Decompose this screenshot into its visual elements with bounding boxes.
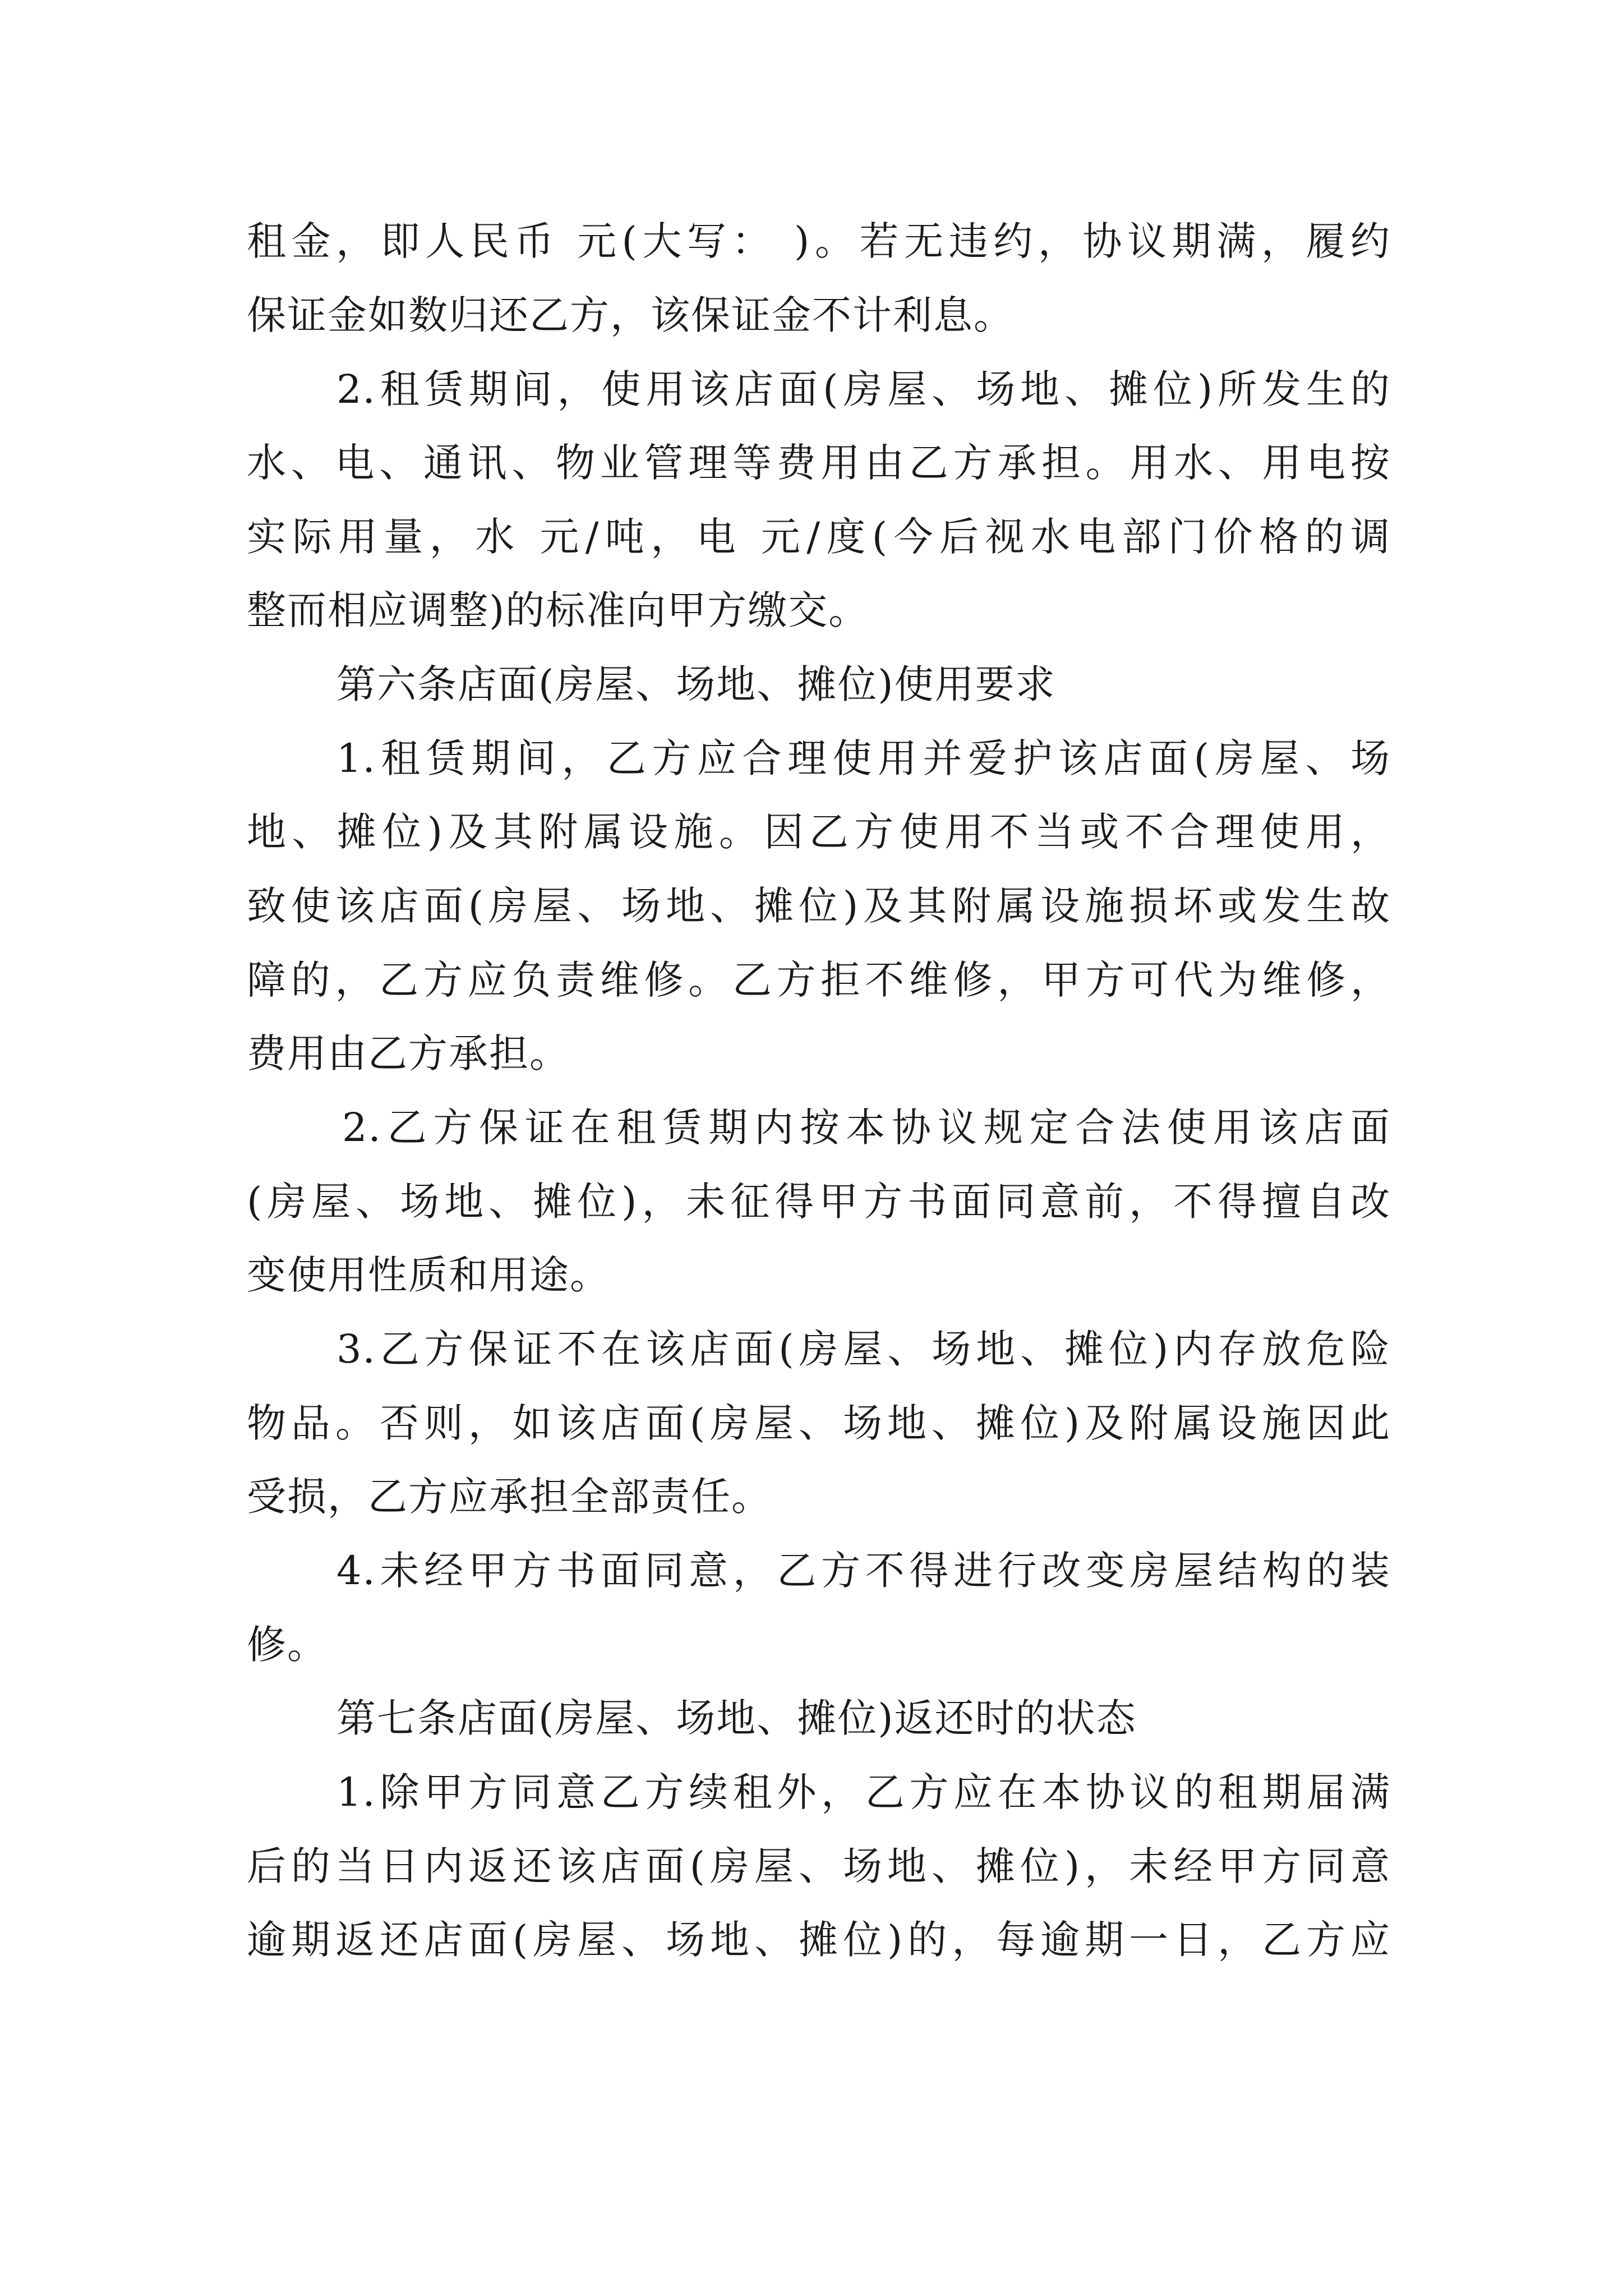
text-line: 障的，乙方应负责维修。乙方拒不维修，甲方可代为维修， [247, 957, 1391, 1003]
text-line: 地、摊位)及其附属设施。因乙方使用不当或不合理使用， [247, 809, 1391, 855]
text-line: 1.除甲方同意乙方续租外，乙方应在本协议的租期届满 [336, 1769, 1391, 1815]
section-heading: 第六条店面(房屋、场地、摊位)使用要求 [336, 661, 1056, 707]
text-line: 实际用量，水 元/吨，电 元/度(今后视水电部门价格的调 [247, 514, 1391, 560]
text-line: 水、电、通讯、物业管理等费用由乙方承担。用水、用电按 [247, 440, 1391, 486]
text-line: 1.租赁期间，乙方应合理使用并爱护该店面(房屋、场 [336, 735, 1391, 781]
text-line: 保证金如数归还乙方，该保证金不计利息。 [247, 292, 1014, 338]
text-line: 3.乙方保证不在该店面(房屋、场地、摊位)内存放危险 [336, 1326, 1391, 1372]
text-line: 物品。否则，如该店面(房屋、场地、摊位)及附属设施因此 [247, 1400, 1391, 1446]
text-line: 整而相应调整)的标准向甲方缴交。 [247, 587, 869, 633]
text-line: (房屋、场地、摊位)，未征得甲方书面同意前，不得擅自改 [247, 1179, 1391, 1225]
text-line: 2.乙方保证在租赁期内按本协议规定合法使用该店面 [342, 1105, 1391, 1151]
text-line: 逾期返还店面(房屋、场地、摊位)的，每逾期一日，乙方应 [247, 1917, 1391, 1963]
text-line: 修。 [247, 1622, 328, 1668]
text-line: 致使该店面(房屋、场地、摊位)及其附属设施损坏或发生故 [247, 883, 1391, 929]
text-line: 2.租赁期间，使用该店面(房屋、场地、摊位)所发生的 [336, 366, 1391, 412]
text-line: 租金，即人民币 元(大写： )。若无违约，协议期满，履约 [247, 218, 1391, 264]
text-line: 受损，乙方应承担全部责任。 [247, 1474, 772, 1520]
text-line: 变使用性质和用途。 [247, 1252, 610, 1298]
text-line: 费用由乙方承担。 [247, 1030, 570, 1076]
section-heading: 第七条店面(房屋、场地、摊位)返还时的状态 [336, 1695, 1137, 1741]
text-line: 后的当日内返还该店面(房屋、场地、摊位)，未经甲方同意 [247, 1843, 1391, 1889]
text-line: 4.未经甲方书面同意，乙方不得进行改变房屋结构的装 [336, 1548, 1391, 1594]
